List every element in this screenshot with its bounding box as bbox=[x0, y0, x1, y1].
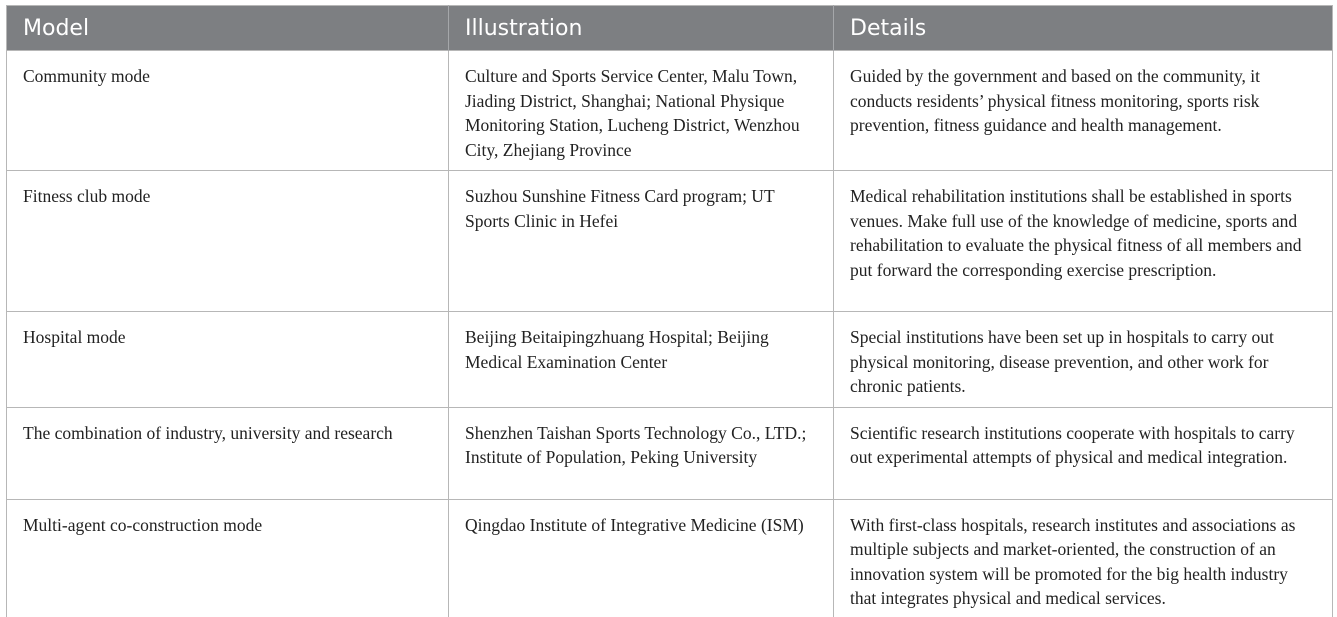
header-illustration: Illustration bbox=[449, 6, 834, 51]
table-header bbox=[7, 6, 1333, 51]
cell-model: Fitness club mode bbox=[7, 171, 449, 312]
table-body bbox=[7, 51, 1333, 617]
cell-model: Community mode bbox=[7, 51, 449, 171]
cell-details: Medical rehabilitation institutions shall be established in sports venues. Make full use of the knowledge of medicine, sports and rehabilitation to evaluate the physical fitness of all members and put forward the corresponding exercise prescription. bbox=[834, 171, 1333, 312]
table-row bbox=[7, 499, 1333, 617]
cell-model: Multi-agent co-construction mode bbox=[7, 499, 449, 617]
table-row bbox=[7, 312, 1333, 408]
cell-illustration: Qingdao Institute of Integrative Medicine (ISM) bbox=[449, 499, 834, 617]
table-row bbox=[7, 407, 1333, 499]
cell-illustration: Beijing Beitaipingzhuang Hospital; Beijing Medical Examination Center bbox=[449, 312, 834, 408]
cell-illustration: Shenzhen Taishan Sports Technology Co., LTD.; Institute of Population, Peking University bbox=[449, 407, 834, 499]
models-table bbox=[6, 5, 1333, 617]
table-row bbox=[7, 51, 1333, 171]
cell-illustration: Culture and Sports Service Center, Malu Town, Jiading District, Shanghai; National Physique Monitoring Station, Lucheng District, Wenzhou City, Zhejiang Province bbox=[449, 51, 834, 171]
header-model: Model bbox=[23, 15, 90, 41]
cell-details: Guided by the government and based on the community, it conducts residents’ physical fitness monitoring, sports risk prevention, fitness guidance and health management. bbox=[834, 51, 1333, 171]
cell-model: Hospital mode bbox=[7, 312, 449, 408]
cell-model: The combination of industry, university and research bbox=[7, 407, 449, 499]
header-details: Details bbox=[834, 6, 1333, 51]
cell-details: Scientific research institutions cooperate with hospitals to carry out experimental attempts of physical and medical integration. bbox=[834, 407, 1333, 499]
cell-details: With first-class hospitals, research institutes and associations as multiple subjects and market-oriented, the construction of an innovation system will be promoted for the big health industry that integrates physical and medical services. bbox=[834, 499, 1333, 617]
cell-illustration: Suzhou Sunshine Fitness Card program; UT Sports Clinic in Hefei bbox=[449, 171, 834, 312]
header-row bbox=[7, 6, 1333, 51]
table-row bbox=[7, 171, 1333, 312]
cell-details: Special institutions have been set up in hospitals to carry out physical monitoring, disease prevention, and other work for chronic patients. bbox=[834, 312, 1333, 408]
